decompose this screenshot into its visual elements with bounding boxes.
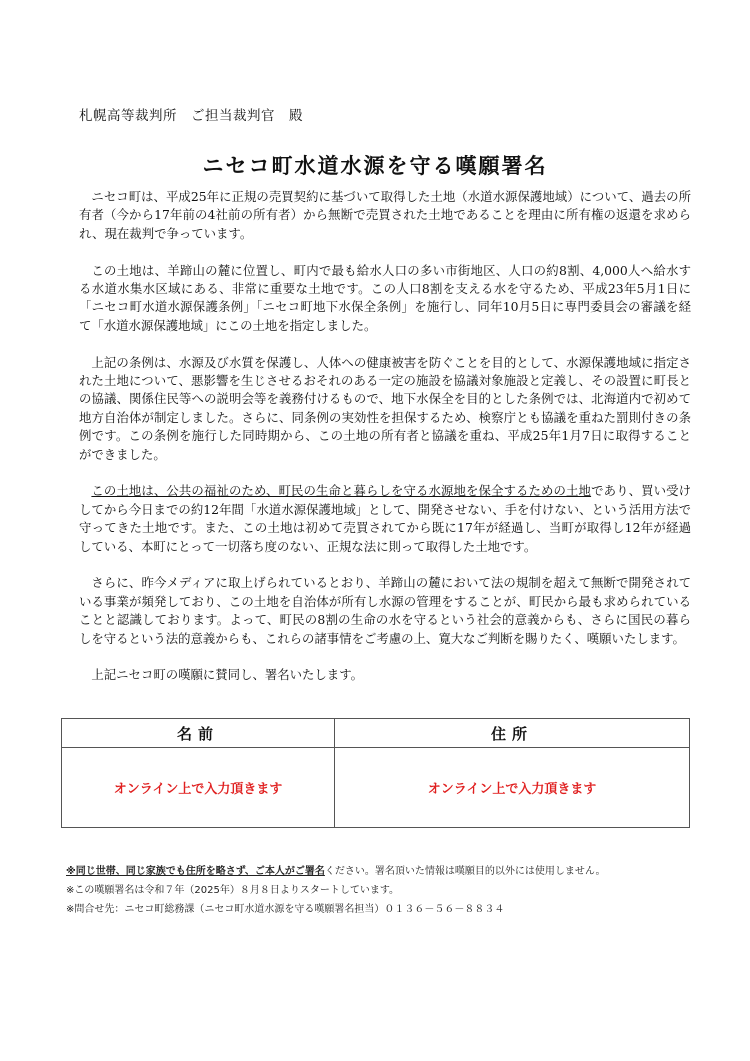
addressee: 札幌高等裁判所 ご担当裁判官 殿 [79, 108, 303, 124]
name-entry-cell[interactable]: オンライン上で入力頂きます [62, 748, 335, 828]
note-2 [66, 881, 706, 900]
petition-body [79, 188, 691, 703]
notes [66, 862, 706, 919]
signature-entry-row [62, 748, 690, 828]
paragraph-1-text: ニセコ町は、平成25年に正規の売買契約に基づいて取得した土地（水道水源保護地域）について、過去の所有者（今から17年前の4社前の所有者）から無断で売買された土地であることを理由に所有権の返還を求められ、現在裁判で争っています。 [79, 189, 691, 241]
address-entry-cell[interactable]: オンライン上で入力頂きます [335, 748, 690, 828]
paragraph-4-text: であり、買い受けしてから今日までの約12年間「水道水源保護地域」として、開発させない、手を付けない、という活用方法で守ってきた土地です。また、この土地は初めて売買されてから既に17年が経過し、当町が取得し12年が経過している、本町にとって一切落ち度のない、正規な法に則って取得した土地です。 [79, 483, 691, 554]
paragraph-1 [79, 188, 691, 243]
paragraph-6-text: 上記ニセコ町の嘆願に賛同し、署名いたします。 [91, 667, 363, 683]
signature-table [61, 718, 690, 828]
paragraph-2 [79, 262, 691, 336]
note-1-emphasis: ※同じ世帯、同じ家族でも住所を略さず、ご本人がご署名 [66, 866, 325, 877]
paragraph-5 [79, 574, 691, 648]
paragraph-2-text: この土地は、羊蹄山の麓に位置し、町内で最も給水人口の多い市街地区、人口の約8割、4,000人へ給水する水道水集水区域にある、非常に重要な土地です。この人口8割を支える水を守るため、平成23年5月1日に「ニセコ町水道水源保護条例」「ニセコ町地下水保全条例」を施行し、同年10月5日に専門委員会の審議を経て「水道水源保護地域」にこの土地を指定しました。 [79, 262, 691, 333]
paragraph-4-underlined: この土地は、公共の福祉のため、町民の生命と暮らしを守る水源地を保全するための土地 [91, 483, 592, 499]
note-3-text: ※問合せ先：ニセコ町総務課（ニセコ町水道水源を守る嘆願署名担当）０１３６－５６－８８３４ [66, 904, 505, 915]
signature-header-row [62, 719, 690, 748]
paragraph-4 [79, 482, 691, 556]
paragraph-5-text: さらに、昨今メディアに取上げられているとおり、羊蹄山の麓において法の規制を超えて無断で開発されている事業が頻発しており、この土地を自治体が所有し水源の管理をすることが、町民から最も求められていることと認識しております。よって、町民の8割の生命の水を守るという社会的意義からも、さらに国民の暮らしを守るという法的意義からも、これらの諸事情をご考慮の上、寛大なご判断を賜りたく、嘆願いたします。 [79, 575, 691, 646]
paragraph-3 [79, 354, 691, 464]
note-1 [66, 862, 706, 881]
page-title: ニセコ町水道水源を守る嘆願署名 [202, 154, 548, 178]
note-1-text: ください。署名頂いた情報は嘆願目的以外には使用しません。 [324, 866, 606, 877]
paragraph-3-text: 上記の条例は、水源及び水質を保護し、人体への健康被害を防ぐことを目的として、水源保護地域に指定された土地について、悪影響を生じさせるおそれのある一定の施設を協議対象施設と定義し、その設置に町長との協議、関係住民等への説明会等を義務付けるもので、地下水保全を目的とした条例では、北海道内で初めて地方自治体が制定しました。さらに、同条例の実効性を担保するため、検察庁とも協議を重ねた罰則付きの条例です。この条例を施行した同時期から、この土地の所有者と協議を重ね、平成25年1月7日に取得することができました。 [79, 354, 691, 462]
note-2-text: ※この嘆願署名は令和７年（2025年）８月８日よりスタートしています。 [66, 885, 400, 896]
paragraph-6 [79, 666, 691, 684]
address-header: 住所 [335, 719, 690, 748]
note-3 [66, 900, 706, 919]
name-header: 名前 [62, 719, 335, 748]
